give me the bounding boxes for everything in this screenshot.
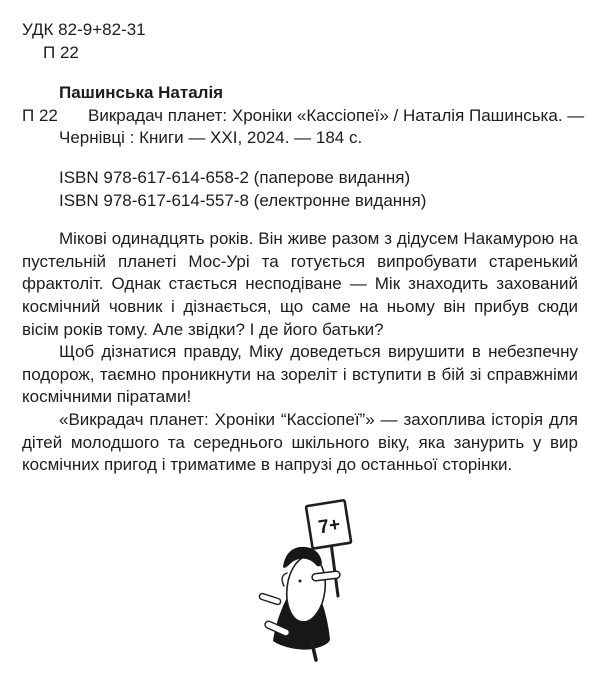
sign-stick-icon — [331, 539, 339, 596]
mascot-left-arm — [259, 592, 282, 605]
bibliographic-entry — [22, 105, 585, 150]
annotation-block — [22, 228, 578, 477]
mascot-eye — [299, 579, 302, 582]
isbn-ebook-line: ISBN 978-617-614-557-8 (електронне видання) — [59, 190, 427, 210]
udc-line: УДК 82-9+82-31 — [22, 20, 146, 39]
mascot-ear-curl — [282, 573, 287, 586]
age-rating-sign-icon — [306, 500, 351, 549]
age-rating-label: 7+ — [317, 513, 342, 539]
annotation-paragraph-3: «Викрадач планет: Хроніки “Кассіопеї”» — захоплива історія для дітей молодшого та середнього шкільного віку, яка занурить у вир космічних пригод і триматиме в напрузі до останньої сторінки. — [22, 409, 578, 475]
classification-code-line: П 22 — [43, 42, 79, 62]
annotation-paragraph-1: Мікові одинадцять років. Він живе разом з дідусем Накамурою на пустельній планеті Мос-Урі та готується випробувати старенький фрактоліт. Однак стається несподіване — Мік знаходить захований космічний човник і дізнається, що саме на ньому він прибув сюди вісім років тому. Але звідки? І де його батьки? — [22, 229, 578, 339]
entry-code: П 22 — [22, 105, 58, 125]
entry-title: Викрадач планет: Хроніки «Кассіопеї» / Наталія Пашинська. — — [88, 105, 585, 125]
mascot-illustration — [250, 495, 362, 667]
annotation-paragraph-2: Щоб дізнатися правду, Міку доведеться вирушити в небезпечну подорож, таємно проникнути на зореліт і вступити в бій зі справжніми космічними піратами! — [22, 342, 578, 407]
entry-publication: Чернівці : Книги — XXI, 2024. — 184 с. — [59, 128, 363, 148]
author-name: Пашинська Наталія — [59, 83, 224, 103]
isbn-print-line: ISBN 978-617-614-658-2 (паперове видання) — [59, 167, 411, 187]
age-rating-mascot — [22, 495, 578, 667]
isbn-block — [59, 167, 578, 212]
